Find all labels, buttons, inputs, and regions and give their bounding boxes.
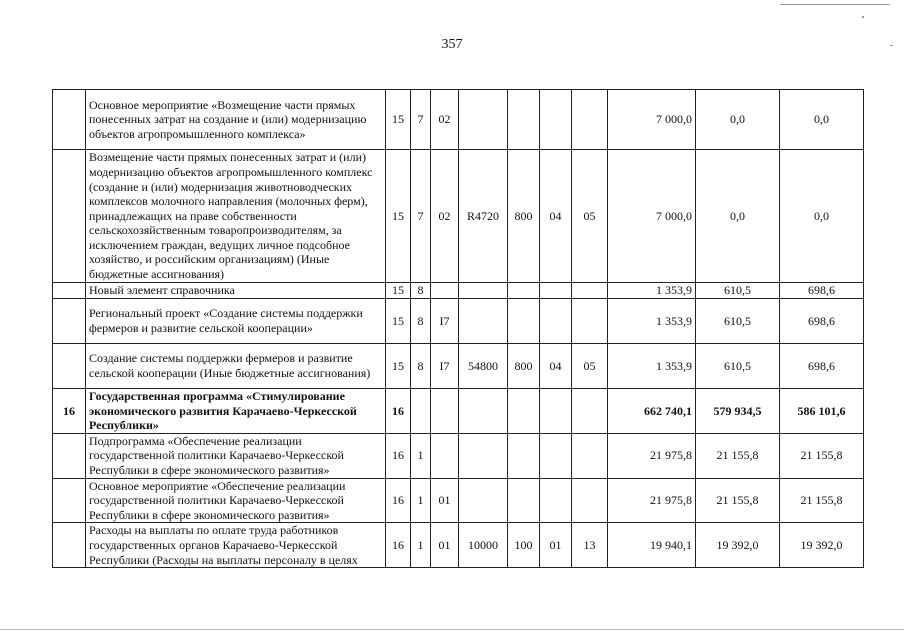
amount-year-2: 579 934,5 <box>696 389 780 434</box>
amount-year-1: 19 940,1 <box>608 523 696 568</box>
code-section <box>540 478 572 523</box>
code-event <box>431 389 459 434</box>
table-row <box>53 299 864 344</box>
amount-year-1: 7 000,0 <box>608 150 696 283</box>
amount-year-3: 698,6 <box>780 299 864 344</box>
row-number: 16 <box>53 389 86 434</box>
code-event <box>431 283 459 299</box>
code-direction <box>459 283 508 299</box>
scan-artifact <box>890 45 893 46</box>
amount-year-2: 610,5 <box>696 344 780 389</box>
code-event: 02 <box>431 90 459 150</box>
code-subprogram: 8 <box>411 299 431 344</box>
code-program: 15 <box>386 299 411 344</box>
code-subsection: 05 <box>572 344 608 389</box>
amount-year-2: 0,0 <box>696 90 780 150</box>
amount-year-3: 586 101,6 <box>780 389 864 434</box>
code-subsection <box>572 478 608 523</box>
row-description: Новый элемент справочника <box>86 283 386 299</box>
amount-year-1: 21 975,8 <box>608 478 696 523</box>
row-number <box>53 344 86 389</box>
amount-year-1: 1 353,9 <box>608 299 696 344</box>
code-subprogram: 7 <box>411 90 431 150</box>
amount-year-3: 0,0 <box>780 90 864 150</box>
code-subsection: 05 <box>572 150 608 283</box>
page-number: 357 <box>441 37 463 52</box>
code-direction: 54800 <box>459 344 508 389</box>
row-description: Возмещение части прямых понесенных затрат и (или) модернизацию объектов агропромышленного комплекс (создание и (или) модернизация животноводческих комплексов молочного направления (молочных ферм), принадлежащих на праве собственности сельскохозяйственным товаропроизводителям, за исключением граждан, ведущих личное подсобное хозяйство, и российским организациям) (Иные бюджетные ассигнования) <box>86 150 386 283</box>
code-direction: 10000 <box>459 523 508 568</box>
code-section <box>540 90 572 150</box>
code-subprogram: 8 <box>411 283 431 299</box>
code-direction: R4720 <box>459 150 508 283</box>
row-number <box>53 433 86 478</box>
amount-year-1: 7 000,0 <box>608 90 696 150</box>
row-description: Государственная программа «Стимулирование экономического развития Карачаево-Черкесской Республики» <box>86 389 386 434</box>
row-number <box>53 299 86 344</box>
page-bottom-edge <box>0 629 904 630</box>
code-subsection <box>572 299 608 344</box>
code-program: 15 <box>386 283 411 299</box>
code-expense-type: 100 <box>508 523 540 568</box>
row-number <box>53 523 86 568</box>
amount-year-1: 21 975,8 <box>608 433 696 478</box>
amount-year-2: 19 392,0 <box>696 523 780 568</box>
code-expense-type <box>508 433 540 478</box>
amount-year-3: 21 155,8 <box>780 433 864 478</box>
code-event: 01 <box>431 478 459 523</box>
table-row <box>53 523 864 568</box>
row-number <box>53 478 86 523</box>
code-program: 16 <box>386 523 411 568</box>
code-subprogram: 1 <box>411 433 431 478</box>
code-section <box>540 283 572 299</box>
code-program: 15 <box>386 90 411 150</box>
code-expense-type <box>508 283 540 299</box>
code-expense-type: 800 <box>508 344 540 389</box>
code-subsection <box>572 389 608 434</box>
row-number <box>53 90 86 150</box>
table-row <box>53 150 864 283</box>
amount-year-2: 610,5 <box>696 299 780 344</box>
code-event: 02 <box>431 150 459 283</box>
code-program: 16 <box>386 389 411 434</box>
amount-year-2: 21 155,8 <box>696 478 780 523</box>
code-section: 04 <box>540 344 572 389</box>
code-subprogram: 1 <box>411 478 431 523</box>
code-event: I7 <box>431 299 459 344</box>
code-event <box>431 433 459 478</box>
code-direction <box>459 389 508 434</box>
code-expense-type <box>508 478 540 523</box>
code-event: 01 <box>431 523 459 568</box>
code-expense-type: 800 <box>508 150 540 283</box>
code-program: 16 <box>386 433 411 478</box>
code-subprogram: 7 <box>411 150 431 283</box>
code-event: I7 <box>431 344 459 389</box>
code-expense-type <box>508 299 540 344</box>
amount-year-1: 662 740,1 <box>608 389 696 434</box>
table-row <box>53 283 864 299</box>
amount-year-3: 698,6 <box>780 344 864 389</box>
amount-year-3: 0,0 <box>780 150 864 283</box>
code-direction <box>459 478 508 523</box>
amount-year-1: 1 353,9 <box>608 283 696 299</box>
table-row <box>53 90 864 150</box>
table-row <box>53 344 864 389</box>
code-section <box>540 299 572 344</box>
code-subprogram: 8 <box>411 344 431 389</box>
table-row <box>53 389 864 434</box>
scan-artifact <box>862 16 864 18</box>
amount-year-2: 610,5 <box>696 283 780 299</box>
code-program: 16 <box>386 478 411 523</box>
code-subsection <box>572 433 608 478</box>
amount-year-2: 21 155,8 <box>696 433 780 478</box>
row-number <box>53 150 86 283</box>
row-number <box>53 283 86 299</box>
code-section <box>540 389 572 434</box>
code-expense-type <box>508 389 540 434</box>
code-program: 15 <box>386 344 411 389</box>
amount-year-3: 698,6 <box>780 283 864 299</box>
code-program: 15 <box>386 150 411 283</box>
row-description: Создание системы поддержки фермеров и развитие сельской кооперации (Иные бюджетные ассигнования) <box>86 344 386 389</box>
amount-year-1: 1 353,9 <box>608 344 696 389</box>
row-description: Расходы на выплаты по оплате труда работников государственных органов Карачаево-Черкесской Республики (Расходы на выплаты персоналу в целях <box>86 523 386 568</box>
code-subprogram: 1 <box>411 523 431 568</box>
amount-year-3: 19 392,0 <box>780 523 864 568</box>
code-expense-type <box>508 90 540 150</box>
row-description: Основное мероприятие «Возмещение части прямых понесенных затрат на создание и (или) модернизацию объектов агропромышленного комплекса» <box>86 90 386 150</box>
code-direction <box>459 90 508 150</box>
code-section: 04 <box>540 150 572 283</box>
budget-table <box>52 89 864 568</box>
code-subsection <box>572 283 608 299</box>
row-description: Основное мероприятие «Обеспечение реализации государственной политики Карачаево-Черкесской Республики в сфере экономического развития» <box>86 478 386 523</box>
code-subprogram <box>411 389 431 434</box>
code-direction <box>459 299 508 344</box>
row-description: Подпрограмма «Обеспечение реализации государственной политики Карачаево-Черкесской Республики в сфере экономического развития» <box>86 433 386 478</box>
code-subsection <box>572 90 608 150</box>
table-row <box>53 433 864 478</box>
amount-year-2: 0,0 <box>696 150 780 283</box>
amount-year-3: 21 155,8 <box>780 478 864 523</box>
table-row <box>53 478 864 523</box>
code-direction <box>459 433 508 478</box>
code-section <box>540 433 572 478</box>
code-subsection: 13 <box>572 523 608 568</box>
code-section: 01 <box>540 523 572 568</box>
scan-artifact <box>780 4 890 5</box>
row-description: Региональный проект «Создание системы поддержки фермеров и развитие сельской кооперации» <box>86 299 386 344</box>
